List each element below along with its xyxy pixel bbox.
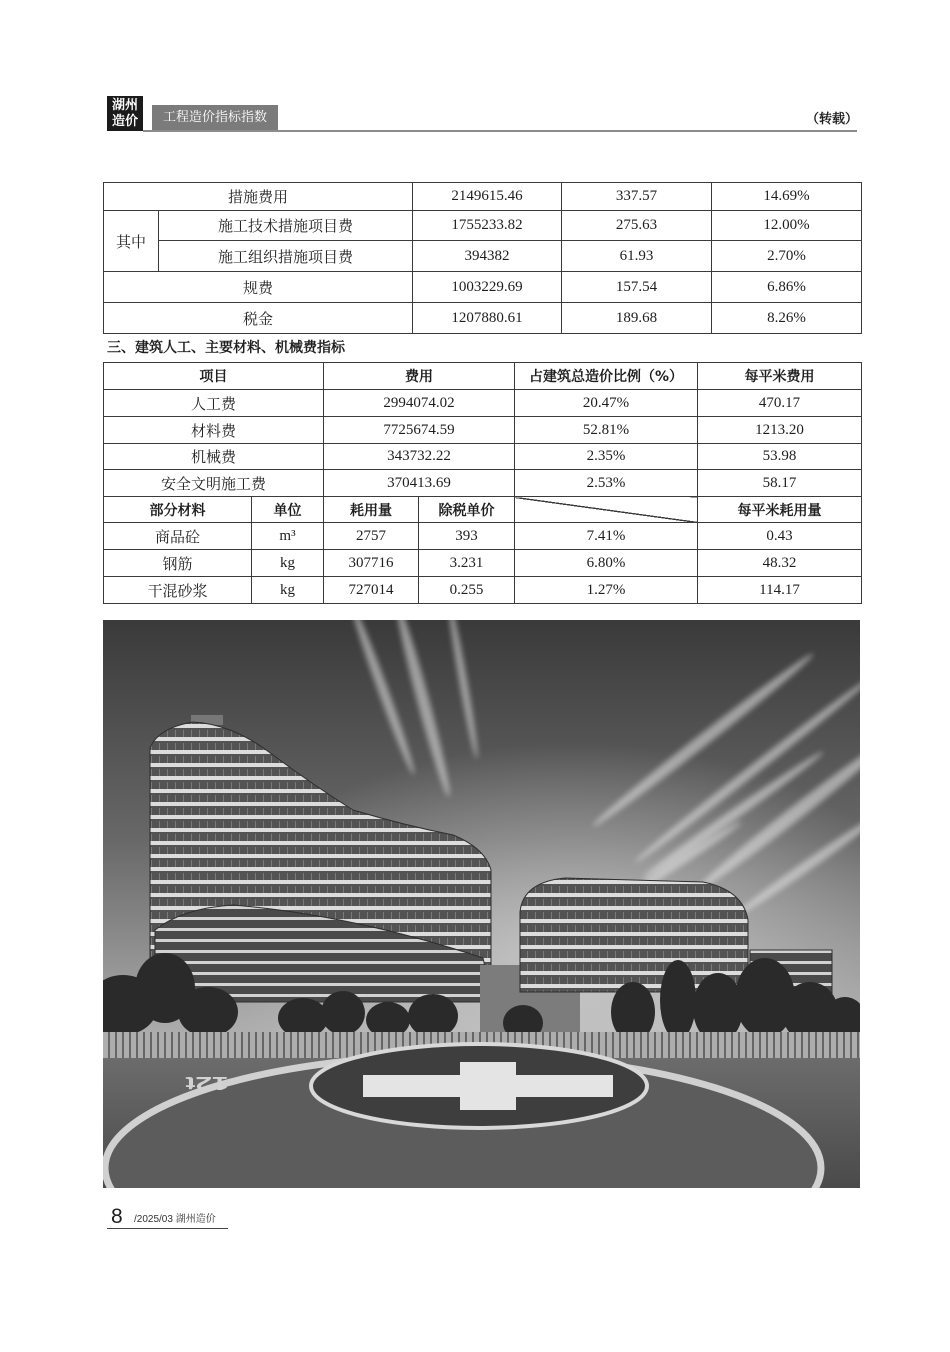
table-row (104, 241, 862, 272)
per-sqm-cell: 275.63 (562, 211, 712, 241)
unit-cell: m³ (252, 523, 324, 550)
cost-cell: 1003229.69 (413, 272, 562, 303)
ratio-cell: 1.27% (515, 577, 698, 604)
item-cell: 措施费用 (104, 183, 413, 211)
diagonal-empty-cell (515, 497, 698, 523)
cost-cell: 2994074.02 (324, 390, 515, 417)
measures-cost-table (103, 182, 862, 334)
page-number: 8 (111, 1205, 123, 1228)
column-name: 工程造价指标指数 (152, 105, 278, 131)
unit-cell: kg (252, 550, 324, 577)
unit-price-cell: 393 (419, 523, 515, 550)
table-header-row (104, 363, 862, 390)
ratio-cell: 6.80% (515, 550, 698, 577)
table-row (104, 272, 862, 303)
per-sqm-cell: 61.93 (562, 241, 712, 272)
item-cell: 规费 (104, 272, 413, 303)
table-row (104, 523, 862, 550)
ratio-cell: 7.41% (515, 523, 698, 550)
section-title: 三、建筑人工、主要材料、机械费指标 (107, 340, 345, 356)
header-quantity: 耗用量 (324, 497, 419, 523)
per-sqm-cell: 157.54 (562, 272, 712, 303)
quantity-cell: 307716 (324, 550, 419, 577)
table-row (104, 470, 862, 497)
item-cell: 机械费 (104, 444, 324, 470)
ratio-cell: 8.26% (712, 303, 862, 334)
per-sqm-cell: 58.17 (698, 470, 862, 497)
cost-cell: 2149615.46 (413, 183, 562, 211)
table-row (104, 444, 862, 470)
table-row (104, 303, 862, 334)
per-sqm-cell: 189.68 (562, 303, 712, 334)
ratio-cell: 20.47% (515, 390, 698, 417)
cost-cell: 394382 (413, 241, 562, 272)
table-row (104, 417, 862, 444)
ratio-cell: 2.53% (515, 470, 698, 497)
cost-cell: 7725674.59 (324, 417, 515, 444)
table-row (104, 577, 862, 604)
cost-cell: 1207880.61 (413, 303, 562, 334)
item-cell: 施工技术措施项目费 (159, 211, 413, 241)
ratio-cell: 2.35% (515, 444, 698, 470)
header-per-sqm: 每平米费用 (698, 363, 862, 390)
table-row (104, 390, 862, 417)
ratio-cell: 6.86% (712, 272, 862, 303)
per-sqm-usage-cell: 114.17 (698, 577, 862, 604)
footer-rule (107, 1228, 228, 1229)
table-row (104, 183, 862, 211)
unit-cell: kg (252, 577, 324, 604)
per-sqm-cell: 470.17 (698, 390, 862, 417)
item-cell: 人工费 (104, 390, 324, 417)
issue-label: /2025/03 湖州造价 (134, 1214, 216, 1225)
item-cell: 税金 (104, 303, 413, 334)
cost-cell: 343732.22 (324, 444, 515, 470)
material-header-row (104, 497, 862, 523)
per-sqm-cell: 53.98 (698, 444, 862, 470)
logo-line-2: 造价 (111, 113, 138, 129)
ratio-cell: 12.00% (712, 211, 862, 241)
group-label-cell: 其中 (104, 211, 159, 272)
magazine-logo (107, 96, 143, 131)
per-sqm-cell: 1213.20 (698, 417, 862, 444)
index-table (103, 362, 862, 604)
header-rule (143, 130, 857, 132)
ratio-cell: 14.69% (712, 183, 862, 211)
item-cell: 材料费 (104, 417, 324, 444)
material-cell: 干混砂浆 (104, 577, 252, 604)
ratio-cell: 2.70% (712, 241, 862, 272)
header-unit-price: 除税单价 (419, 497, 515, 523)
helipad-marking: 12t (185, 1072, 229, 1093)
cost-cell: 370413.69 (324, 470, 515, 497)
header-per-sqm-usage: 每平米耗用量 (698, 497, 862, 523)
material-cell: 钢筋 (104, 550, 252, 577)
header-cost: 费用 (324, 363, 515, 390)
per-sqm-cell: 337.57 (562, 183, 712, 211)
table-row (104, 211, 862, 241)
header-unit: 单位 (252, 497, 324, 523)
cost-cell: 1755233.82 (413, 211, 562, 241)
item-cell: 施工组织措施项目费 (159, 241, 413, 272)
unit-price-cell: 3.231 (419, 550, 515, 577)
item-cell: 安全文明施工费 (104, 470, 324, 497)
quantity-cell: 2757 (324, 523, 419, 550)
reprint-tag: （转载） (805, 112, 858, 127)
table-row (104, 550, 862, 577)
header-ratio: 占建筑总造价比例（%） (515, 363, 698, 390)
unit-price-cell: 0.255 (419, 577, 515, 604)
ratio-cell: 52.81% (515, 417, 698, 444)
material-cell: 商品砼 (104, 523, 252, 550)
hospital-building-photo (103, 620, 860, 1188)
quantity-cell: 727014 (324, 577, 419, 604)
per-sqm-usage-cell: 48.32 (698, 550, 862, 577)
header-material: 部分材料 (104, 497, 252, 523)
header-item: 项目 (104, 363, 324, 390)
logo-line-1: 湖州 (111, 97, 138, 113)
per-sqm-usage-cell: 0.43 (698, 523, 862, 550)
